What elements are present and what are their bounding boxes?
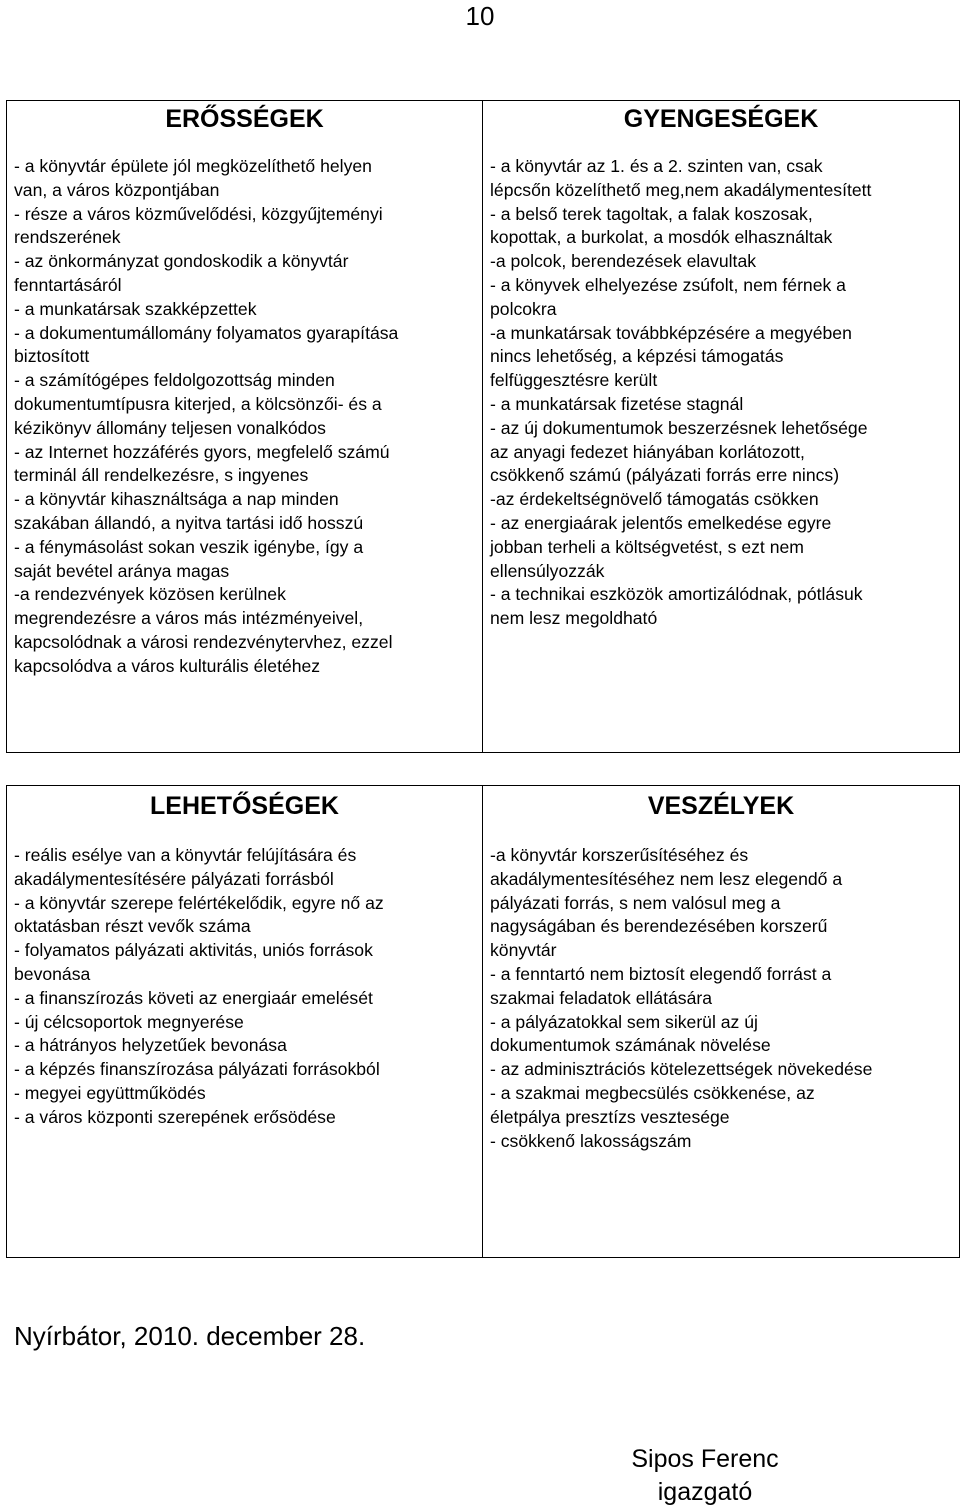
swot-table-top — [6, 100, 960, 753]
opportunities-cell — [7, 786, 483, 1258]
swot-row-top — [7, 101, 960, 753]
weaknesses-cell — [483, 101, 960, 753]
threats-text: -a könyvtár korszerűsítéséhez és akadálymentesítéséhez nem lesz elegendő a pályázati forrás, s nem valósul meg a nagyságában és berendezésében korszerű könyvtár - a fenntartó nem biztosít elegendő forrást a szakmai feladatok ellátására - a pályázatokkal sem sikerül az új dokumentumok számának növelése - az adminisztrációs kötelezettségek növekedése - a szakmai megbecsülés csökkenése, az életpálya presztízs vesztesége - csökkenő lakosságszám — [490, 845, 873, 1151]
swot-table-bottom — [6, 785, 960, 1258]
threats-cell — [483, 786, 960, 1258]
strengths-heading: ERŐSSÉGEK — [165, 105, 324, 133]
opportunities-heading: LEHETŐSÉGEK — [150, 792, 339, 820]
weaknesses-heading: GYENGESÉGEK — [623, 105, 819, 133]
strengths-text: - a könyvtár épülete jól megközelíthető helyen van, a város központjában - része a város közművelődési, közgyűjteményi rendszerének - az önkormányzat gondoskodik a könyvtár fenntartásáról - a munkatársak szakképzettek - a dokumentumállomány folyamatos gyarapítása biztosított - a számítógépes feldolgozottság minden dokumentumtípusra kiterjed, a kölcsönzői- és a kézikönyv állomány teljesen vonalkódos - az Internet hozzáférés gyors, megfelelő számú terminál áll rendelkezésre, s ingyenes - a könyvtár kihasználtsága a nap minden szakában állandó, a nyitva tartási idő hosszú - a fénymásolást sokan veszik igénybe, így a saját bevétel aránya magas -a rendezvények közösen kerülnek megrendezésre a város más intézményeivel, kapcsolódnak a városi rendezvénytervhez, ezzel kapcsolódva a város kulturális életéhez — [14, 156, 399, 676]
strengths-cell — [7, 101, 483, 753]
swot-row-bottom — [7, 786, 960, 1258]
signer-name: Sipos Ferenc — [631, 1445, 779, 1473]
weaknesses-text: - a könyvtár az 1. és a 2. szinten van, csak lépcsőn közelíthető meg,nem akadálymentesített - a belső terek tagoltak, a falak koszosak, kopottak, a burkolat, a mosdók elhasználtak -a polcok, berendezések elavultak - a könyvek elhelyezése zsúfolt, nem férnek a polcokra -a munkatársak továbbképzésére a megyében nincs lehetőség, a képzési támogatás felfüggesztésre került - a munkatársak fizetése stagnál - az új dokumentumok beszerzésnek lehetősége az anyagi fedezet hiányában korlátozott, csökkenő számú (pályázati forrás erre nincs) -az érdekeltségnövelő támogatás csökken - az energiaárak jelentős emelkedése egyre jobban terheli a költségvetést, s ezt nem ellensúlyozzák - a technikai eszközök amortizálódnak, pótlásuk nem lesz megoldható — [490, 156, 872, 629]
threats-heading: VESZÉLYEK — [647, 792, 795, 820]
signature-block — [600, 1443, 810, 1509]
page-number: 10 — [465, 1, 495, 31]
signer-title: igazgató — [657, 1478, 753, 1506]
opportunities-text: - reális esélye van a könyvtár felújítására és akadálymentesítésére pályázati forrásból - a könyvtár szerepe felértékelődik, egyre nő az oktatásban részt vevők száma - folyamatos pályázati aktivitás, uniós források bevonása - a finanszírozás követi az energiaár emelését - új célcsoportok megnyerése - a hátrányos helyzetűek bevonása - a képzés finanszírozása pályázati forrásokból - megyei együttműködés - a város központi szerepének erősödése — [14, 845, 384, 1127]
place-date: Nyírbátor, 2010. december 28. — [14, 1321, 366, 1351]
